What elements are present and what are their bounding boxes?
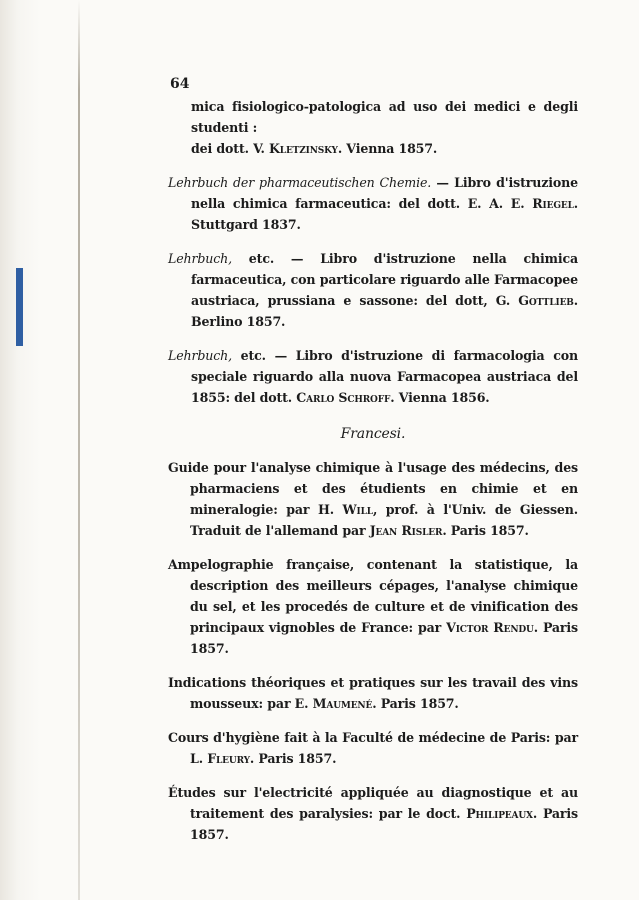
author-name: Fleury xyxy=(207,751,250,766)
continued-entry xyxy=(168,96,578,159)
entry-body: — Libro d'istruzione nella chimica farmaceutica: del dott. E. A. E. xyxy=(191,175,578,211)
entry-mid: , prof. à l'Univ. de Giessen. Traduit de l'allemand par xyxy=(190,502,578,538)
entry-tail: . Vienna 1857. xyxy=(337,141,438,156)
bibliography-entry xyxy=(168,172,578,235)
translator-name: Jean Risler xyxy=(369,523,443,538)
author-name: Riegel xyxy=(532,196,574,211)
bibliography-entry xyxy=(168,672,578,714)
french-section xyxy=(168,457,578,845)
entry-body: Études sur l'electricité appliquée au diagnostique et au traitement des paralysies: par le doct. xyxy=(168,785,578,821)
page-text xyxy=(168,96,578,845)
bibliography-entry xyxy=(168,345,578,408)
bibliography-entry xyxy=(168,248,578,332)
entry-tail: . Vienna 1856. xyxy=(390,390,490,405)
entry-tail: . Paris 1857. xyxy=(372,696,459,711)
entry-body: etc. — Libro d'istruzione di farmacologia con speciale riguardo alla nuova Farmacopea austriaca del 1855: del dott. xyxy=(191,348,578,405)
entry-tail: . Paris 1857. xyxy=(190,620,578,656)
entry-tail: . Stuttgard 1837. xyxy=(191,196,578,232)
author-name: Will xyxy=(342,502,373,517)
bibliography-entry xyxy=(168,554,578,659)
entry-title: Lehrbuch der pharmaceutischen Chemie. xyxy=(168,175,432,190)
entry-tail: . Paris 1857. xyxy=(249,751,337,766)
author-name: Carlo Schroff xyxy=(296,390,391,405)
entry-tail: . Berlino 1857. xyxy=(191,293,578,329)
author-name: Victor Rendu xyxy=(446,620,534,635)
continued-line-1: mica fisiologico-patologica ad uso dei medici e degli studenti : xyxy=(191,99,578,135)
entry-body: etc. — Libro d'istruzione nella chimica farmaceutica, con particolare riguardo alle Farmacopee austriaca, prussiana e sassone: del dott, G. xyxy=(191,251,578,308)
bibliography-entry xyxy=(168,727,578,769)
author-name: Gottlieb xyxy=(518,293,574,308)
bibliography-entry xyxy=(168,457,578,541)
entry-body: Ampelographie française, contenant la statistique, la description des meilleurs cépages, l'analyse chimique du sel, et les procedés de culture et de vinification des principaux vignobles de France: par xyxy=(168,557,578,635)
entry-body: Indications théoriques et pratiques sur les travail des vins mousseux: par E. xyxy=(168,675,578,711)
entry-body: Cours d'hygiène fait à la Faculté de médecine de Paris: par L. xyxy=(168,730,578,766)
gutter-shadow xyxy=(78,0,80,900)
entry-tail: . Paris 1857. xyxy=(190,806,578,842)
author-name: Philipeaux xyxy=(466,806,533,821)
section-heading-french: Francesi. xyxy=(340,426,406,442)
bibliography-entry xyxy=(168,782,578,845)
entry-tail: . Paris 1857. xyxy=(442,523,529,538)
entry-body: Guide pour l'analyse chimique à l'usage des médecins, des pharmaciens et des étudients en chimie et en mineralogie: par H. xyxy=(168,460,578,517)
blue-margin-mark xyxy=(16,268,23,346)
page-number: 64 xyxy=(170,76,190,92)
continued-line-2: dei dott. V. xyxy=(191,141,269,156)
author-name: Maumené xyxy=(312,696,373,711)
entry-title: Lehrbuch, xyxy=(168,348,232,363)
author-name: Kletzinsky xyxy=(268,141,338,156)
entry-title: Lehrbuch, xyxy=(168,251,232,266)
